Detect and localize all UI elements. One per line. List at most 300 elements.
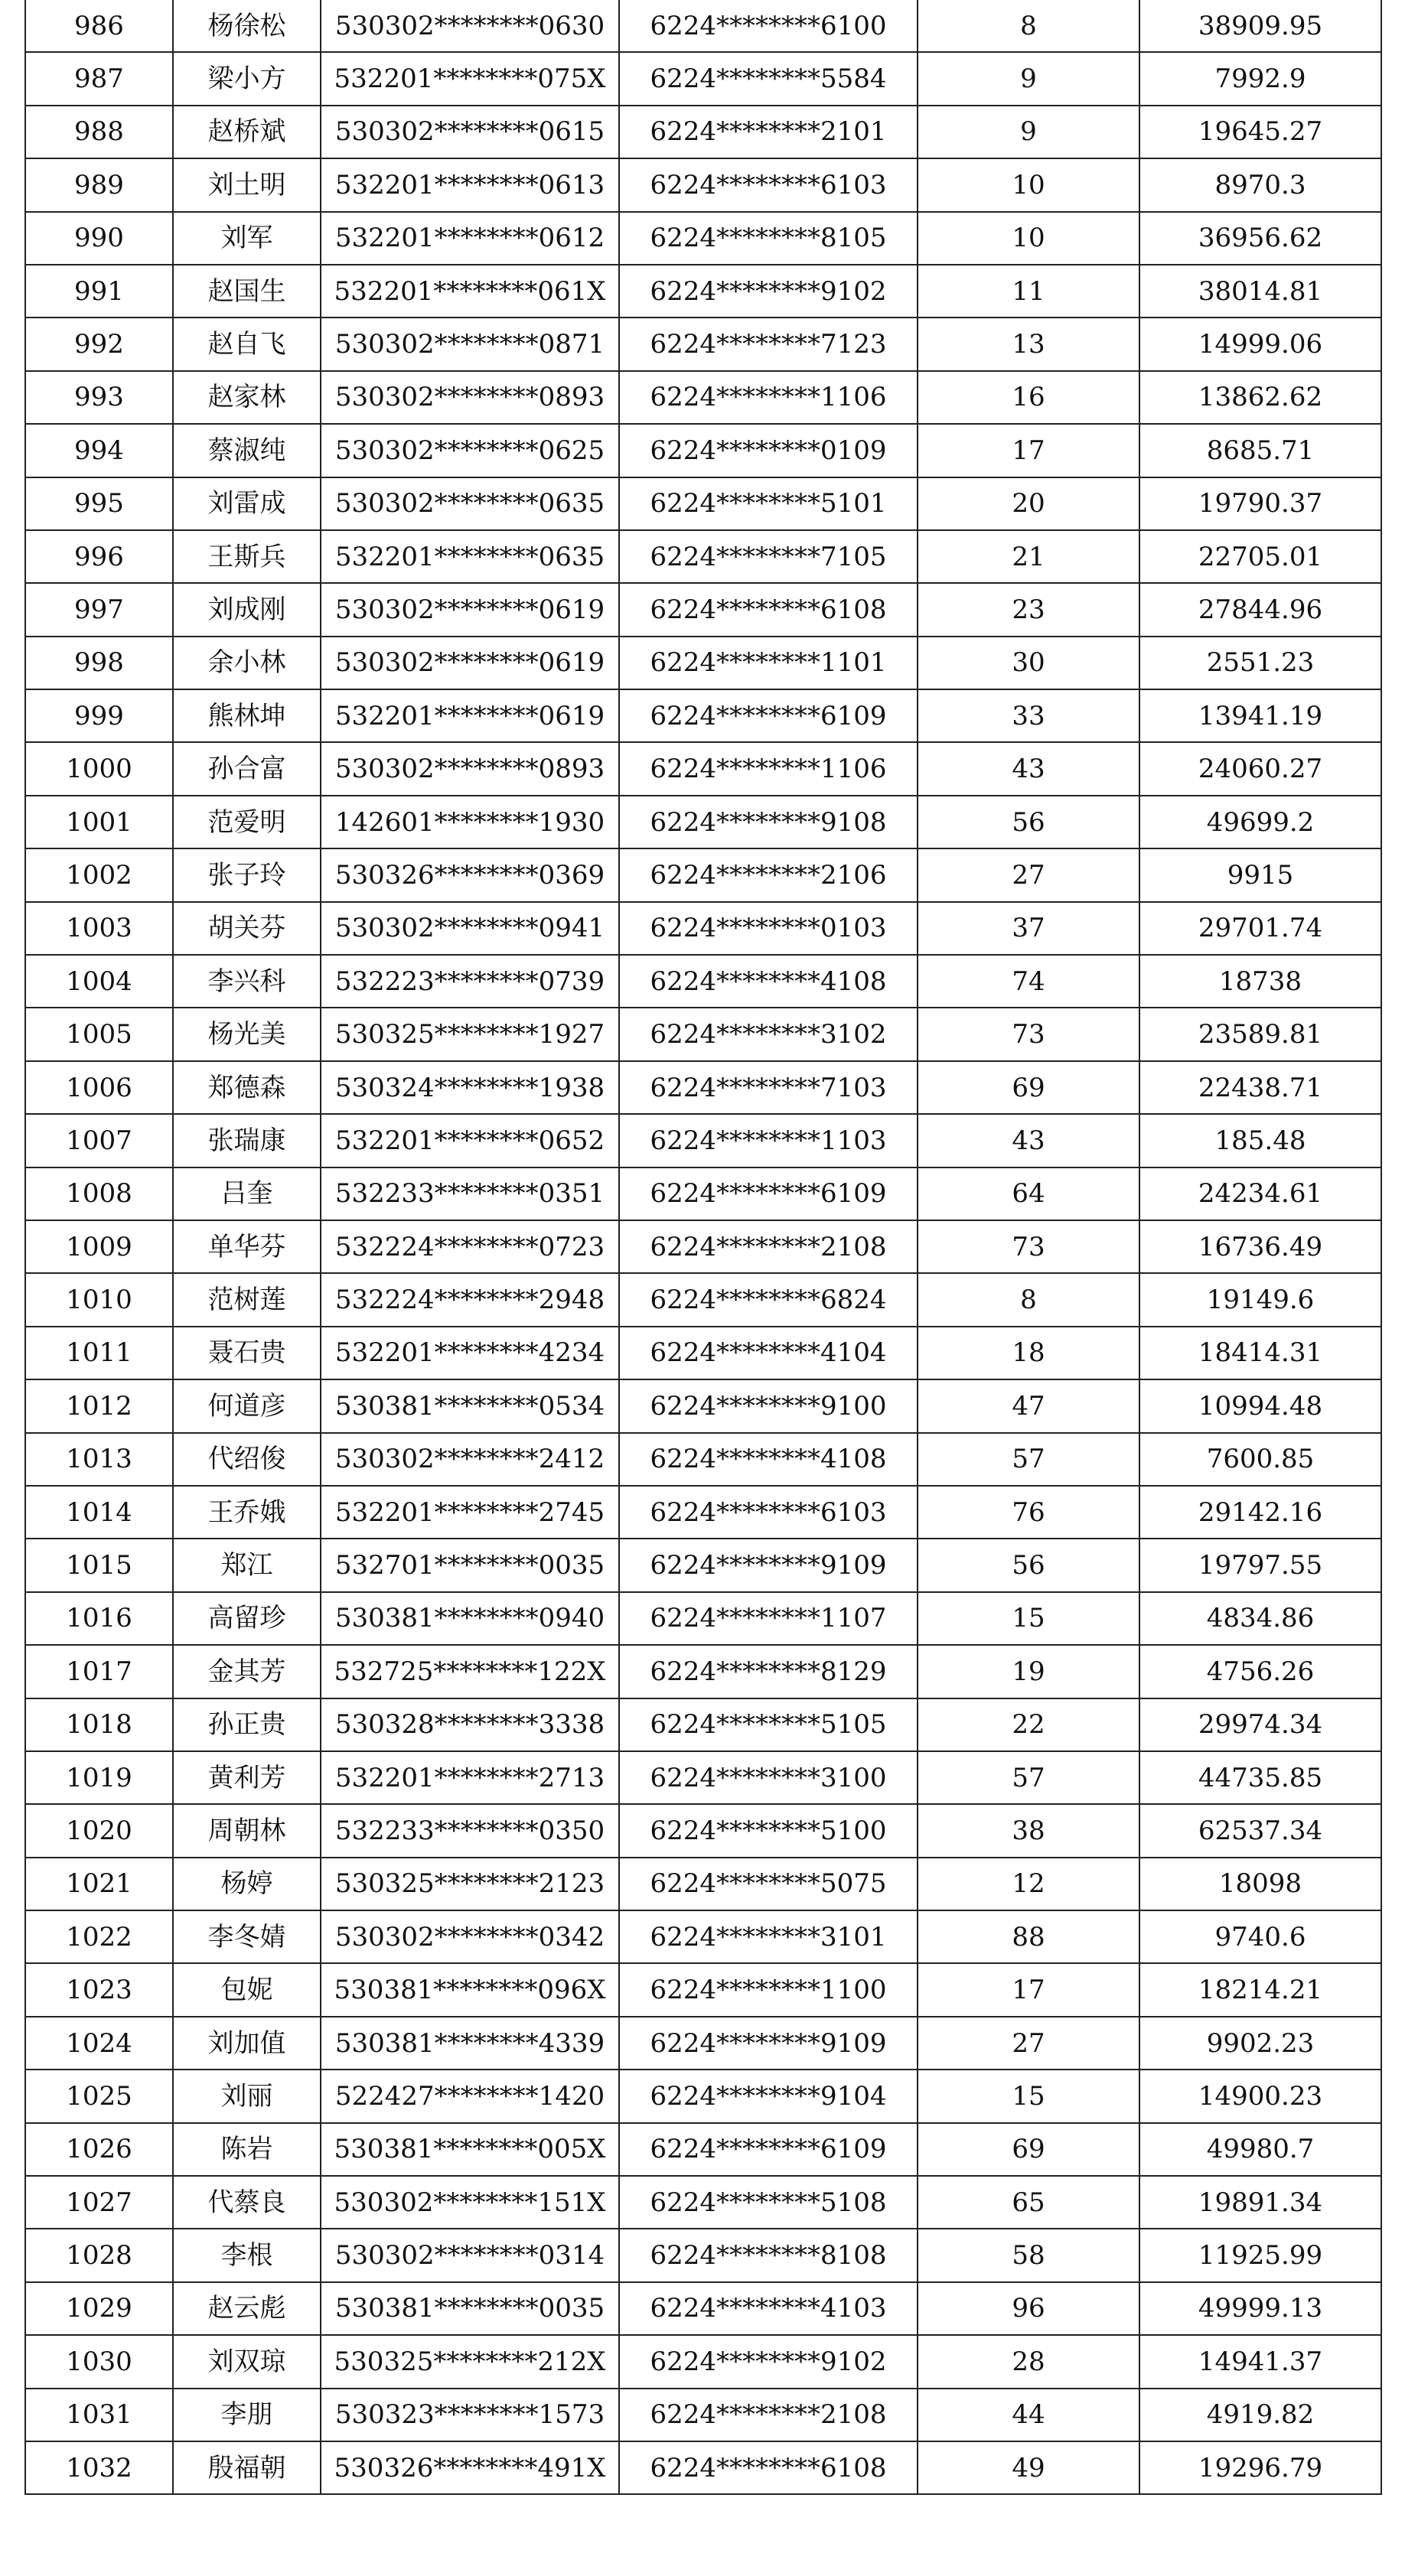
amount-cell: 49980.7: [1139, 2123, 1381, 2176]
id-number-cell: 530302********0619: [321, 637, 619, 689]
table-row: [25, 1751, 1381, 1804]
count-cell: 57: [918, 1433, 1139, 1486]
bank-card-cell: 6224********6109: [619, 2123, 918, 2176]
table-row: [25, 1486, 1381, 1539]
amount-cell: 11925.99: [1139, 2229, 1381, 2281]
table-row: [25, 106, 1381, 158]
row-number-cell: 993: [25, 371, 173, 424]
table-row: [25, 477, 1381, 530]
bank-card-cell: 6224********6108: [619, 2441, 918, 2494]
table-row: [25, 1168, 1381, 1220]
amount-cell: 27844.96: [1139, 583, 1381, 636]
table-row: [25, 212, 1381, 265]
id-number-cell: 530302********0635: [321, 477, 619, 530]
row-number-cell: 1000: [25, 742, 173, 795]
table-row: [25, 689, 1381, 742]
row-number-cell: 1005: [25, 1008, 173, 1060]
id-number-cell: 530302********0871: [321, 318, 619, 370]
amount-cell: 24060.27: [1139, 742, 1381, 795]
table-row: [25, 742, 1381, 795]
row-number-cell: 999: [25, 689, 173, 742]
row-number-cell: 1020: [25, 1804, 173, 1857]
name-cell: 刘加值: [173, 2017, 321, 2070]
amount-cell: 19645.27: [1139, 106, 1381, 158]
id-number-cell: 522427********1420: [321, 2070, 619, 2122]
table-row: [25, 1539, 1381, 1591]
table-row: [25, 1804, 1381, 1857]
amount-cell: 38909.95: [1139, 0, 1381, 52]
row-number-cell: 995: [25, 477, 173, 530]
amount-cell: 13862.62: [1139, 371, 1381, 424]
row-number-cell: 1017: [25, 1645, 173, 1698]
bank-card-cell: 6224********1101: [619, 637, 918, 689]
name-cell: 聂石贵: [173, 1327, 321, 1379]
table-row: [25, 2441, 1381, 2494]
name-cell: 赵家林: [173, 371, 321, 424]
table-row: [25, 2017, 1381, 2070]
row-number-cell: 1004: [25, 955, 173, 1008]
row-number-cell: 987: [25, 52, 173, 105]
table-row: [25, 2176, 1381, 2229]
bank-card-cell: 6224********8105: [619, 212, 918, 265]
count-cell: 28: [918, 2335, 1139, 2388]
amount-cell: 8685.71: [1139, 424, 1381, 477]
name-cell: 范树莲: [173, 1273, 321, 1326]
name-cell: 赵桥斌: [173, 106, 321, 158]
name-cell: 杨徐松: [173, 0, 321, 52]
id-number-cell: 530381********005X: [321, 2123, 619, 2176]
table-row: [25, 637, 1381, 689]
bank-card-cell: 6224********6100: [619, 0, 918, 52]
count-cell: 15: [918, 2070, 1139, 2122]
amount-cell: 10994.48: [1139, 1379, 1381, 1432]
bank-card-cell: 6224********5101: [619, 477, 918, 530]
id-number-cell: 530325********1927: [321, 1008, 619, 1060]
count-cell: 64: [918, 1168, 1139, 1220]
table-row: [25, 583, 1381, 636]
amount-cell: 4834.86: [1139, 1592, 1381, 1645]
row-number-cell: 996: [25, 530, 173, 583]
name-cell: 王斯兵: [173, 530, 321, 583]
table-row: [25, 1220, 1381, 1273]
amount-cell: 36956.62: [1139, 212, 1381, 265]
row-number-cell: 1008: [25, 1168, 173, 1220]
bank-card-cell: 6224********0103: [619, 902, 918, 955]
count-cell: 16: [918, 371, 1139, 424]
name-cell: 李兴科: [173, 955, 321, 1008]
name-cell: 梁小方: [173, 52, 321, 105]
amount-cell: 23589.81: [1139, 1008, 1381, 1060]
bank-card-cell: 6224********1100: [619, 1963, 918, 2016]
table-row: [25, 1008, 1381, 1060]
name-cell: 杨光美: [173, 1008, 321, 1060]
bank-card-cell: 6224********7103: [619, 1061, 918, 1114]
count-cell: 69: [918, 1061, 1139, 1114]
id-number-cell: 530326********491X: [321, 2441, 619, 2494]
name-cell: 胡关芬: [173, 902, 321, 955]
amount-cell: 62537.34: [1139, 1804, 1381, 1857]
table-row: [25, 1858, 1381, 1910]
row-number-cell: 1021: [25, 1858, 173, 1910]
amount-cell: 9902.23: [1139, 2017, 1381, 2070]
table-row: [25, 902, 1381, 955]
id-number-cell: 532233********0351: [321, 1168, 619, 1220]
id-number-cell: 532201********0612: [321, 212, 619, 265]
id-number-cell: 530325********2123: [321, 1858, 619, 1910]
bank-card-cell: 6224********1106: [619, 742, 918, 795]
id-number-cell: 530302********2412: [321, 1433, 619, 1486]
id-number-cell: 532201********0613: [321, 158, 619, 211]
bank-card-cell: 6224********3100: [619, 1751, 918, 1804]
table-row: [25, 1433, 1381, 1486]
name-cell: 刘军: [173, 212, 321, 265]
amount-cell: 8970.3: [1139, 158, 1381, 211]
id-number-cell: 530302********0941: [321, 902, 619, 955]
count-cell: 43: [918, 1114, 1139, 1167]
table-row: [25, 1592, 1381, 1645]
amount-cell: 49999.13: [1139, 2282, 1381, 2335]
row-number-cell: 998: [25, 637, 173, 689]
bank-card-cell: 6224********5108: [619, 2176, 918, 2229]
table-row: [25, 2282, 1381, 2335]
amount-cell: 19891.34: [1139, 2176, 1381, 2229]
row-number-cell: 1016: [25, 1592, 173, 1645]
amount-cell: 19790.37: [1139, 477, 1381, 530]
count-cell: 19: [918, 1645, 1139, 1698]
amount-cell: 22705.01: [1139, 530, 1381, 583]
table-row: [25, 371, 1381, 424]
id-number-cell: 532224********2948: [321, 1273, 619, 1326]
name-cell: 刘土明: [173, 158, 321, 211]
name-cell: 陈岩: [173, 2123, 321, 2176]
amount-cell: 29142.16: [1139, 1486, 1381, 1539]
amount-cell: 7600.85: [1139, 1433, 1381, 1486]
bank-card-cell: 6224********6108: [619, 583, 918, 636]
row-number-cell: 1027: [25, 2176, 173, 2229]
count-cell: 9: [918, 52, 1139, 105]
table-row: [25, 0, 1381, 52]
amount-cell: 16736.49: [1139, 1220, 1381, 1273]
name-cell: 刘双琼: [173, 2335, 321, 2388]
amount-cell: 18214.21: [1139, 1963, 1381, 2016]
bank-card-cell: 6224********5075: [619, 1858, 918, 1910]
table-row: [25, 2070, 1381, 2122]
amount-cell: 19296.79: [1139, 2441, 1381, 2494]
row-number-cell: 1012: [25, 1379, 173, 1432]
row-number-cell: 1003: [25, 902, 173, 955]
bank-card-cell: 6224********6109: [619, 1168, 918, 1220]
bank-card-cell: 6224********3102: [619, 1008, 918, 1060]
table-row: [25, 2229, 1381, 2281]
row-number-cell: 994: [25, 424, 173, 477]
count-cell: 74: [918, 955, 1139, 1008]
count-cell: 22: [918, 1698, 1139, 1751]
row-number-cell: 1015: [25, 1539, 173, 1591]
name-cell: 周朝林: [173, 1804, 321, 1857]
table-row: [25, 2335, 1381, 2388]
table-row: [25, 1327, 1381, 1379]
bank-card-cell: 6224********9109: [619, 2017, 918, 2070]
row-number-cell: 1007: [25, 1114, 173, 1167]
table-row: [25, 158, 1381, 211]
count-cell: 23: [918, 583, 1139, 636]
name-cell: 殷福朝: [173, 2441, 321, 2494]
count-cell: 30: [918, 637, 1139, 689]
count-cell: 65: [918, 2176, 1139, 2229]
row-number-cell: 989: [25, 158, 173, 211]
name-cell: 郑德森: [173, 1061, 321, 1114]
id-number-cell: 530302********0619: [321, 583, 619, 636]
row-number-cell: 1025: [25, 2070, 173, 2122]
roster-table: [24, 0, 1382, 2495]
id-number-cell: 530302********0630: [321, 0, 619, 52]
row-number-cell: 1030: [25, 2335, 173, 2388]
count-cell: 15: [918, 1592, 1139, 1645]
row-number-cell: 1023: [25, 1963, 173, 2016]
count-cell: 76: [918, 1486, 1139, 1539]
amount-cell: 185.48: [1139, 1114, 1381, 1167]
name-cell: 刘成刚: [173, 583, 321, 636]
id-number-cell: 530302********0615: [321, 106, 619, 158]
amount-cell: 18414.31: [1139, 1327, 1381, 1379]
amount-cell: 44735.85: [1139, 1751, 1381, 1804]
id-number-cell: 530324********1938: [321, 1061, 619, 1114]
name-cell: 孙正贵: [173, 1698, 321, 1751]
name-cell: 范爱明: [173, 796, 321, 848]
id-number-cell: 530302********0893: [321, 371, 619, 424]
row-number-cell: 992: [25, 318, 173, 370]
count-cell: 96: [918, 2282, 1139, 2335]
id-number-cell: 530381********0534: [321, 1379, 619, 1432]
count-cell: 10: [918, 158, 1139, 211]
amount-cell: 4919.82: [1139, 2389, 1381, 2441]
table-row: [25, 265, 1381, 318]
bank-card-cell: 6224********9108: [619, 796, 918, 848]
count-cell: 44: [918, 2389, 1139, 2441]
bank-card-cell: 6224********5100: [619, 1804, 918, 1857]
amount-cell: 9915: [1139, 848, 1381, 901]
count-cell: 56: [918, 1539, 1139, 1591]
name-cell: 黄利芳: [173, 1751, 321, 1804]
count-cell: 10: [918, 212, 1139, 265]
name-cell: 刘雷成: [173, 477, 321, 530]
id-number-cell: 530302********0625: [321, 424, 619, 477]
table-row: [25, 1114, 1381, 1167]
bank-card-cell: 6224********8129: [619, 1645, 918, 1698]
id-number-cell: 532201********075X: [321, 52, 619, 105]
name-cell: 何道彦: [173, 1379, 321, 1432]
id-number-cell: 530381********0940: [321, 1592, 619, 1645]
amount-cell: 19149.6: [1139, 1273, 1381, 1326]
name-cell: 赵云彪: [173, 2282, 321, 2335]
row-number-cell: 1032: [25, 2441, 173, 2494]
name-cell: 王乔娥: [173, 1486, 321, 1539]
name-cell: 赵国生: [173, 265, 321, 318]
amount-cell: 14999.06: [1139, 318, 1381, 370]
count-cell: 73: [918, 1008, 1139, 1060]
row-number-cell: 997: [25, 583, 173, 636]
count-cell: 56: [918, 796, 1139, 848]
amount-cell: 14941.37: [1139, 2335, 1381, 2388]
name-cell: 代蔡良: [173, 2176, 321, 2229]
id-number-cell: 532223********0739: [321, 955, 619, 1008]
id-number-cell: 530302********0893: [321, 742, 619, 795]
bank-card-cell: 6224********9104: [619, 2070, 918, 2122]
row-number-cell: 1002: [25, 848, 173, 901]
amount-cell: 13941.19: [1139, 689, 1381, 742]
id-number-cell: 530302********0314: [321, 2229, 619, 2281]
name-cell: 赵自飞: [173, 318, 321, 370]
name-cell: 包妮: [173, 1963, 321, 2016]
amount-cell: 14900.23: [1139, 2070, 1381, 2122]
bank-card-cell: 6224********6824: [619, 1273, 918, 1326]
bank-card-cell: 6224********9100: [619, 1379, 918, 1432]
name-cell: 刘丽: [173, 2070, 321, 2122]
table-row: [25, 1698, 1381, 1751]
count-cell: 27: [918, 848, 1139, 901]
table-row: [25, 2389, 1381, 2441]
bank-card-cell: 6224********4103: [619, 2282, 918, 2335]
amount-cell: 2551.23: [1139, 637, 1381, 689]
roster-table-body: [25, 0, 1381, 2494]
row-number-cell: 1006: [25, 1061, 173, 1114]
row-number-cell: 1018: [25, 1698, 173, 1751]
name-cell: 蔡淑纯: [173, 424, 321, 477]
table-row: [25, 848, 1381, 901]
count-cell: 17: [918, 424, 1139, 477]
bank-card-cell: 6224********4108: [619, 1433, 918, 1486]
amount-cell: 22438.71: [1139, 1061, 1381, 1114]
bank-card-cell: 6224********9102: [619, 2335, 918, 2388]
count-cell: 37: [918, 902, 1139, 955]
count-cell: 20: [918, 477, 1139, 530]
id-number-cell: 530381********4339: [321, 2017, 619, 2070]
table-row: [25, 424, 1381, 477]
name-cell: 郑江: [173, 1539, 321, 1591]
id-number-cell: 532201********0652: [321, 1114, 619, 1167]
id-number-cell: 530302********151X: [321, 2176, 619, 2229]
table-row: [25, 1061, 1381, 1114]
row-number-cell: 1022: [25, 1910, 173, 1963]
name-cell: 李根: [173, 2229, 321, 2281]
bank-card-cell: 6224********4108: [619, 955, 918, 1008]
row-number-cell: 990: [25, 212, 173, 265]
amount-cell: 18098: [1139, 1858, 1381, 1910]
id-number-cell: 530326********0369: [321, 848, 619, 901]
count-cell: 18: [918, 1327, 1139, 1379]
bank-card-cell: 6224********8108: [619, 2229, 918, 2281]
row-number-cell: 1029: [25, 2282, 173, 2335]
table-row: [25, 796, 1381, 848]
row-number-cell: 1010: [25, 1273, 173, 1326]
count-cell: 47: [918, 1379, 1139, 1432]
bank-card-cell: 6224********6103: [619, 158, 918, 211]
name-cell: 杨婷: [173, 1858, 321, 1910]
bank-card-cell: 6224********1103: [619, 1114, 918, 1167]
count-cell: 21: [918, 530, 1139, 583]
amount-cell: 29974.34: [1139, 1698, 1381, 1751]
row-number-cell: 1014: [25, 1486, 173, 1539]
id-number-cell: 532201********061X: [321, 265, 619, 318]
amount-cell: 24234.61: [1139, 1168, 1381, 1220]
amount-cell: 49699.2: [1139, 796, 1381, 848]
bank-card-cell: 6224********1107: [619, 1592, 918, 1645]
id-number-cell: 532233********0350: [321, 1804, 619, 1857]
bank-card-cell: 6224********4104: [619, 1327, 918, 1379]
id-number-cell: 532201********0619: [321, 689, 619, 742]
count-cell: 33: [918, 689, 1139, 742]
row-number-cell: 1001: [25, 796, 173, 848]
bank-card-cell: 6224********3101: [619, 1910, 918, 1963]
bank-card-cell: 6224********6103: [619, 1486, 918, 1539]
table-row: [25, 955, 1381, 1008]
id-number-cell: 532201********4234: [321, 1327, 619, 1379]
count-cell: 27: [918, 2017, 1139, 2070]
row-number-cell: 1013: [25, 1433, 173, 1486]
row-number-cell: 1031: [25, 2389, 173, 2441]
bank-card-cell: 6224********7105: [619, 530, 918, 583]
id-number-cell: 530328********3338: [321, 1698, 619, 1751]
table-row: [25, 318, 1381, 370]
count-cell: 17: [918, 1963, 1139, 2016]
count-cell: 69: [918, 2123, 1139, 2176]
bank-card-cell: 6224********2106: [619, 848, 918, 901]
row-number-cell: 1011: [25, 1327, 173, 1379]
count-cell: 9: [918, 106, 1139, 158]
bank-card-cell: 6224********9102: [619, 265, 918, 318]
bank-card-cell: 6224********5105: [619, 1698, 918, 1751]
row-number-cell: 988: [25, 106, 173, 158]
table-row: [25, 530, 1381, 583]
amount-cell: 18738: [1139, 955, 1381, 1008]
id-number-cell: 530302********0342: [321, 1910, 619, 1963]
name-cell: 余小林: [173, 637, 321, 689]
bank-card-cell: 6224********1106: [619, 371, 918, 424]
id-number-cell: 530381********0035: [321, 2282, 619, 2335]
table-row: [25, 1645, 1381, 1698]
count-cell: 73: [918, 1220, 1139, 1273]
id-number-cell: 532701********0035: [321, 1539, 619, 1591]
table-row: [25, 1379, 1381, 1432]
count-cell: 12: [918, 1858, 1139, 1910]
row-number-cell: 1028: [25, 2229, 173, 2281]
id-number-cell: 532201********2713: [321, 1751, 619, 1804]
count-cell: 8: [918, 1273, 1139, 1326]
name-cell: 张瑞康: [173, 1114, 321, 1167]
row-number-cell: 1026: [25, 2123, 173, 2176]
amount-cell: 9740.6: [1139, 1910, 1381, 1963]
count-cell: 43: [918, 742, 1139, 795]
table-row: [25, 2123, 1381, 2176]
name-cell: 吕奎: [173, 1168, 321, 1220]
count-cell: 38: [918, 1804, 1139, 1857]
count-cell: 58: [918, 2229, 1139, 2281]
id-number-cell: 530323********1573: [321, 2389, 619, 2441]
name-cell: 高留珍: [173, 1592, 321, 1645]
id-number-cell: 530325********212X: [321, 2335, 619, 2388]
count-cell: 8: [918, 0, 1139, 52]
amount-cell: 19797.55: [1139, 1539, 1381, 1591]
name-cell: 熊林坤: [173, 689, 321, 742]
bank-card-cell: 6224********9109: [619, 1539, 918, 1591]
bank-card-cell: 6224********6109: [619, 689, 918, 742]
bank-card-cell: 6224********0109: [619, 424, 918, 477]
name-cell: 李朋: [173, 2389, 321, 2441]
count-cell: 49: [918, 2441, 1139, 2494]
bank-card-cell: 6224********2108: [619, 1220, 918, 1273]
count-cell: 57: [918, 1751, 1139, 1804]
amount-cell: 7992.9: [1139, 52, 1381, 105]
